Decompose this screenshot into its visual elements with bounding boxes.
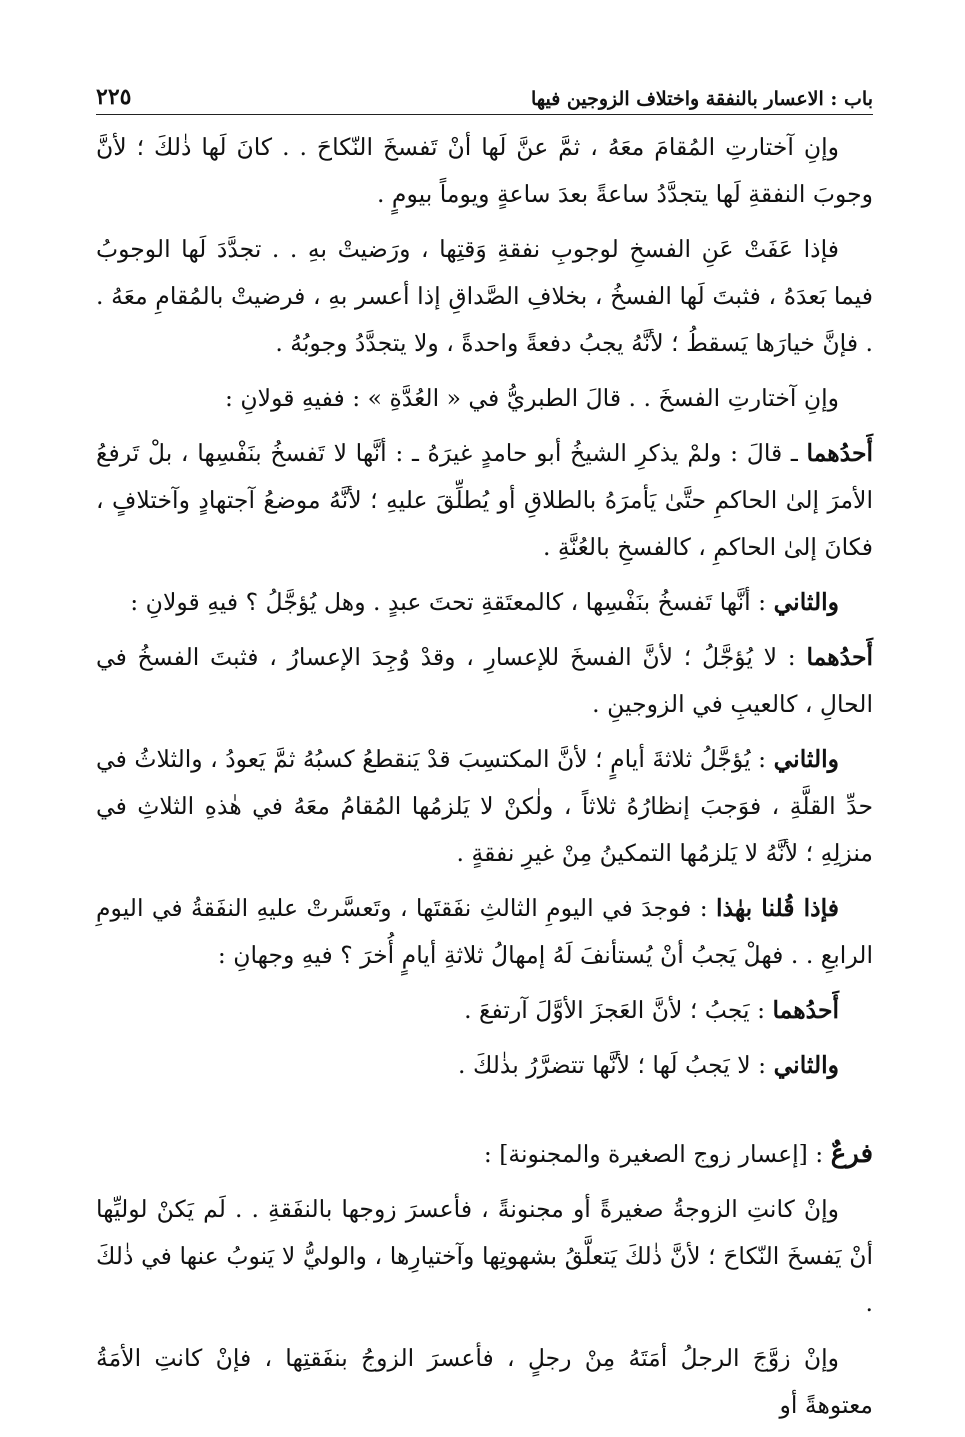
paragraph: والثاني : لا يَجبُ لَها ؛ لأنَّها تتضرَّرُ بذٰلكَ . <box>458 1051 839 1079</box>
paragraph: والثاني : أنَّها تَفسخُ بنَفْسِها ، كالمعتَقةِ تحتَ عبدٍ . وهل يُؤجَّلُ ؟ فيهِ قولانِ : <box>130 588 839 616</box>
running-header <box>96 76 873 115</box>
lead-word: والثاني <box>773 1051 839 1079</box>
paragraph: أَحدُهما : يَجبُ ؛ لأنَّ العَجزَ الأوَّلَ آرتفعَ . <box>464 996 839 1024</box>
lead-word: أَحدُهما <box>772 996 839 1024</box>
lead-word: أَحدُهما <box>806 643 873 671</box>
paragraph: وإنْ زوَّجَ الرجلُ أمَتَهُ مِنْ رجلٍ ، فأعسرَ الزوجُ بنفَقتِها ، فإنْ كانتِ الأمَةُ معتوهةً أو <box>96 1344 873 1419</box>
page-number: ٢٢٥ <box>96 84 132 110</box>
page-body <box>96 124 873 1437</box>
paragraph: وإنِ آختارتِ المُقامَ معَهُ ، ثمَّ عنَّ لَها أنْ تَفسخَ النّكاحَ . . كانَ لَها ذٰلكَ ؛ لأنَّ وجوبَ النفقةِ لَها يتجدَّدُ ساعةً بعدَ ساعةٍ ويوماً بيومٍ . <box>96 133 873 208</box>
paragraph: فإذا عَفَتْ عَنِ الفسخِ لوجوبِ نفقةِ وَقتِها ، ورَضيتْ بهِ . . تجدَّدَ لَها الوجوبُ فيما بَعدَهُ ، فثبتَ لَها الفسخُ ، بخلافِ الصَّداقِ إذا أعسر بهِ ، فرضيتْ بالمُقامِ معَهُ . . فإنَّ خيارَها يَسقطُ ؛ لأنَّهُ يجبُ دفعةً واحدةً ، ولا يتجدَّدُ وجوبُهُ . <box>96 235 873 357</box>
section-label: فرعٌ <box>830 1139 873 1169</box>
lead-word: والثاني <box>773 745 839 773</box>
lead-word: والثاني <box>773 588 839 616</box>
paragraph: والثاني : يُؤجَّلُ ثلاثةَ أيامٍ ؛ لأنَّ المكتسِبَ قدْ يَنقطعُ كسبُهُ ثمَّ يَعودُ ، والثلاثُ في حدِّ القلَّةِ ، فوَجبَ إنظارُهُ ثلاثاً ، ولٰكنْ لا يَلزمُها المُقامُ معَهُ في هٰذهِ الثلاثِ في منزلِهِ ؛ لأنَّهُ لا يَلزمُها التمكينُ مِنْ غيرِ نفقةٍ . <box>96 745 873 867</box>
lead-word: أَحدُهما <box>806 439 873 467</box>
paragraph: أَحدُهما : لا يُؤجَّلُ ؛ لأنَّ الفسخَ للإعسارِ ، وقدْ وُجِدَ الإعسارُ ، فثبتَ الفسخُ في الحالِ ، كالعيبِ في الزوجينِ . <box>96 643 873 718</box>
paragraph: أَحدُهما ـ قالَ : ولمْ يذكرِ الشيخُ أبو حامدٍ غيرَهُ ـ : أنَّها لا تَفسخُ بنَفْسِها ، بلْ تَرفعُ الأمرَ إلىٰ الحاكمِ حتَّىٰ يَأمرَهُ بالطلاقِ أو يُطلِّقَ عليهِ ؛ لأنَّهُ موضعُ آجتهادٍ وآختلافٍ ، فكانَ إلىٰ الحاكمِ ، كالفسخِ بالعُنَّةِ . <box>96 439 873 561</box>
lead-word: فإذا قُلنا بهٰذا <box>715 894 839 922</box>
section-heading <box>96 1131 873 1178</box>
paragraph: فإذا قُلنا بهٰذا : فوجدَ في اليومِ الثالثِ نفَقتَها ، وتَعسَّرتْ عليهِ النفَقةُ في اليومِ الرابعِ . . فهلْ يَجبُ أنْ يُستأنفَ لَهُ إمهالُ ثلاثةِ أيامٍ أُخرَ ؟ فيهِ وجهانِ : <box>96 894 873 969</box>
section-title: : [إعسار زوج الصغيرة والمجنونة] : <box>483 1140 824 1168</box>
chapter-title: باب : الاعسار بالنفقة واختلاف الزوجين فيها <box>530 88 873 110</box>
paragraph: وإنِ آختارتِ الفسخَ . . قالَ الطبريُّ في « العُدَّةِ » : ففيهِ قولانِ : <box>225 384 839 412</box>
paragraph: وإنْ كانتِ الزوجةُ صغيرةً أو مجنونةً ، فأعسرَ زوجها بالنفَقةِ . . لَم يَكنْ لوليِّها أنْ يَفسخَ النّكاحَ ؛ لأنَّ ذٰلكَ يَتعلَّقُ بشهوتِها وآختيارِها ، والوليُّ لا يَنوبُ عنها في ذٰلكَ . <box>96 1195 873 1317</box>
